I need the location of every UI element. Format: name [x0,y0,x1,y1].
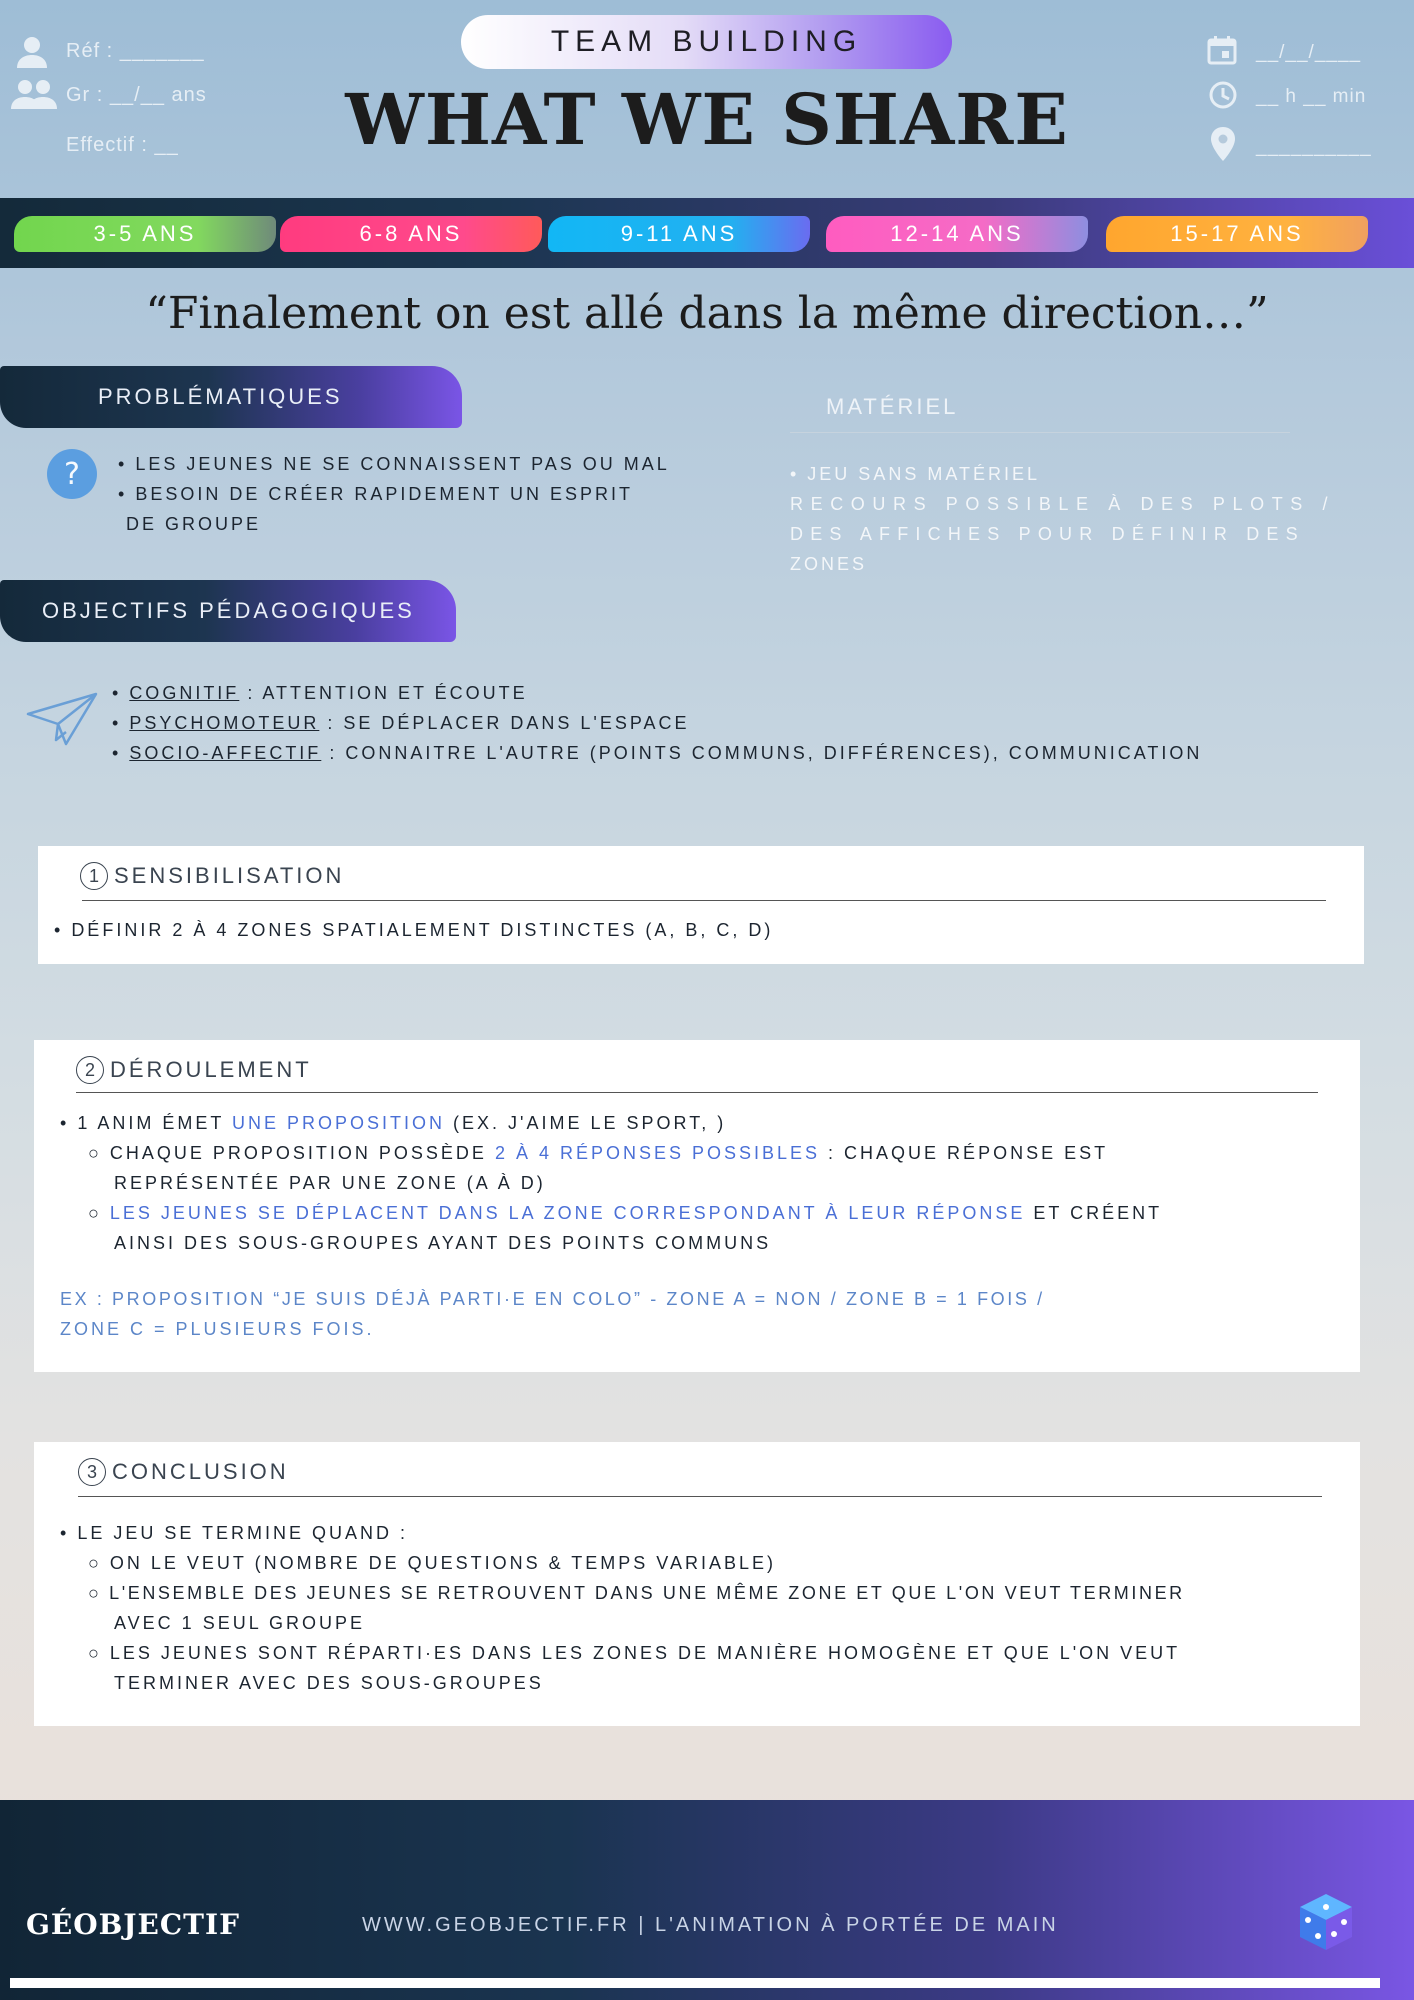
materiel-line: RECOURS POSSIBLE À DES PLOTS / [790,494,1336,514]
location-pin-icon [1210,126,1236,162]
conclusion-subitem: ○ L'ENSEMBLE DES JEUNES SE RETROUVENT DANS UNE MÊME ZONE ET QUE L'ON VEUT TERMINER [88,1583,1185,1603]
sensibilisation-item: • DÉFINIR 2 À 4 ZONES SPATIALEMENT DISTINCTES (A, B, C, D) [54,920,774,940]
conclusion-subitem: ○ LES JEUNES SONT RÉPARTI·ES DANS LES ZONES DE MANIÈRE HOMOGÈNE ET QUE L'ON VEUT [88,1643,1181,1663]
example-line: EX : PROPOSITION “JE SUIS DÉJÀ PARTI·E EN COLO” - ZONE A = NON / ZONE B = 1 FOIS / [60,1289,1045,1309]
sensibilisation-title: SENSIBILISATION [114,863,345,888]
deroulement-item: • 1 ANIM ÉMET UNE PROPOSITION (EX. J'AIME LE SPORT, ) [60,1113,727,1133]
deroulement-subitem: REPRÉSENTÉE PAR UNE ZONE (A À D) [114,1173,546,1193]
paper-plane-icon [26,690,98,748]
materiel-rule [790,432,1290,433]
calendar-icon [1206,34,1238,66]
problematiques-title: PROBLÉMATIQUES [98,384,343,409]
deroulement-subitem: ○ CHAQUE PROPOSITION POSSÈDE 2 À 4 RÉPONSES POSSIBLES : CHAQUE RÉPONSE EST [88,1143,1109,1163]
materiel-line: ZONES [790,554,868,574]
conclusion-subitem: TERMINER AVEC DES SOUS-GROUPES [114,1673,544,1693]
step-number: 1 [80,862,108,890]
section-rule [76,1092,1318,1093]
deroulement-subitem: AINSI DES SOUS-GROUPES AYANT DES POINTS COMMUNS [114,1233,772,1253]
problematique-item: • BESOIN DE CRÉER RAPIDEMENT UN ESPRIT [118,484,634,504]
dice-icon [1298,1892,1354,1952]
materiel-title: MATÉRIEL [826,394,959,419]
conclusion-subitem: AVEC 1 SEUL GROUPE [114,1613,366,1633]
age-tag-6-8[interactable]: 6-8 ANS [280,216,542,252]
category-pill: TEAM BUILDING [461,15,952,69]
footer-tagline[interactable]: WWW.GEOBJECTIF.FR | L'ANIMATION À PORTÉE DE MAIN [362,1914,1059,1936]
age-tag-3-5[interactable]: 3-5 ANS [14,216,276,252]
clock-icon [1208,80,1238,110]
ref-label: Réf : _______ [66,40,205,62]
place-label: __________ [1256,136,1372,157]
deroulement-subitem: ○ LES JEUNES SE DÉPLACENT DANS LA ZONE CORRESPONDANT À LEUR RÉPONSE ET CRÉENT [88,1203,1163,1223]
date-label: __/__/____ [1256,42,1362,63]
step-number: 3 [78,1458,106,1486]
age-tag-9-11[interactable]: 9-11 ANS [548,216,810,252]
page-title: WHAT WE SHARE [345,78,1069,161]
deroulement-title: DÉROULEMENT [110,1057,312,1082]
conclusion-title: CONCLUSION [112,1459,289,1484]
objectifs-banner [0,580,456,642]
svg-text:?: ? [64,457,80,492]
conclusion-item: • LE JEU SE TERMINE QUAND : [60,1523,409,1543]
age-tag-12-14[interactable]: 12-14 ANS [826,216,1088,252]
age-tag-15-17[interactable]: 15-17 ANS [1106,216,1368,252]
step-number: 2 [76,1056,104,1084]
conclusion-card [34,1442,1360,1726]
materiel-line: • JEU SANS MATÉRIEL [790,464,1041,484]
section-rule [78,1496,1322,1497]
user-icon [14,34,50,70]
objectif-item: • SOCIO-AFFECTIF : CONNAITRE L'AUTRE (POINTS COMMUNS, DIFFÉRENCES), COMMUNICATION [112,743,1203,763]
problematiques-banner [0,366,462,428]
time-label: __ h __ min [1256,86,1367,107]
sensibilisation-card [38,846,1364,964]
problematique-item: • LES JEUNES NE SE CONNAISSENT PAS OU MAL [118,454,670,474]
conclusion-subitem: ○ ON LE VEUT (NOMBRE DE QUESTIONS & TEMPS VARIABLE) [88,1553,776,1573]
question-icon [46,448,98,500]
materiel-line: DES AFFICHES POUR DÉFINIR DES [790,524,1305,544]
group-label: Gr : __/__ ans [66,84,207,106]
footer-bottom-rule [10,1978,1380,1988]
problematique-item: DE GROUPE [126,514,262,534]
example-line: ZONE C = PLUSIEURS FOIS. [60,1319,375,1339]
objectif-item: • PSYCHOMOTEUR : SE DÉPLACER DANS L'ESPACE [112,713,690,733]
section-rule [82,900,1326,901]
footer-brand: GÉOBJECTIF [26,1908,240,1941]
objectifs-title: OBJECTIFS PÉDAGOGIQUES [42,598,415,623]
deroulement-card [34,1040,1360,1372]
footer [0,1800,1414,2000]
quote: “Finalement on est allé dans la même direction…” [145,288,1269,339]
group-icon [10,78,58,110]
effectif-label: Effectif : __ [66,134,179,156]
objectif-item: • COGNITIF : ATTENTION ET ÉCOUTE [112,683,528,703]
